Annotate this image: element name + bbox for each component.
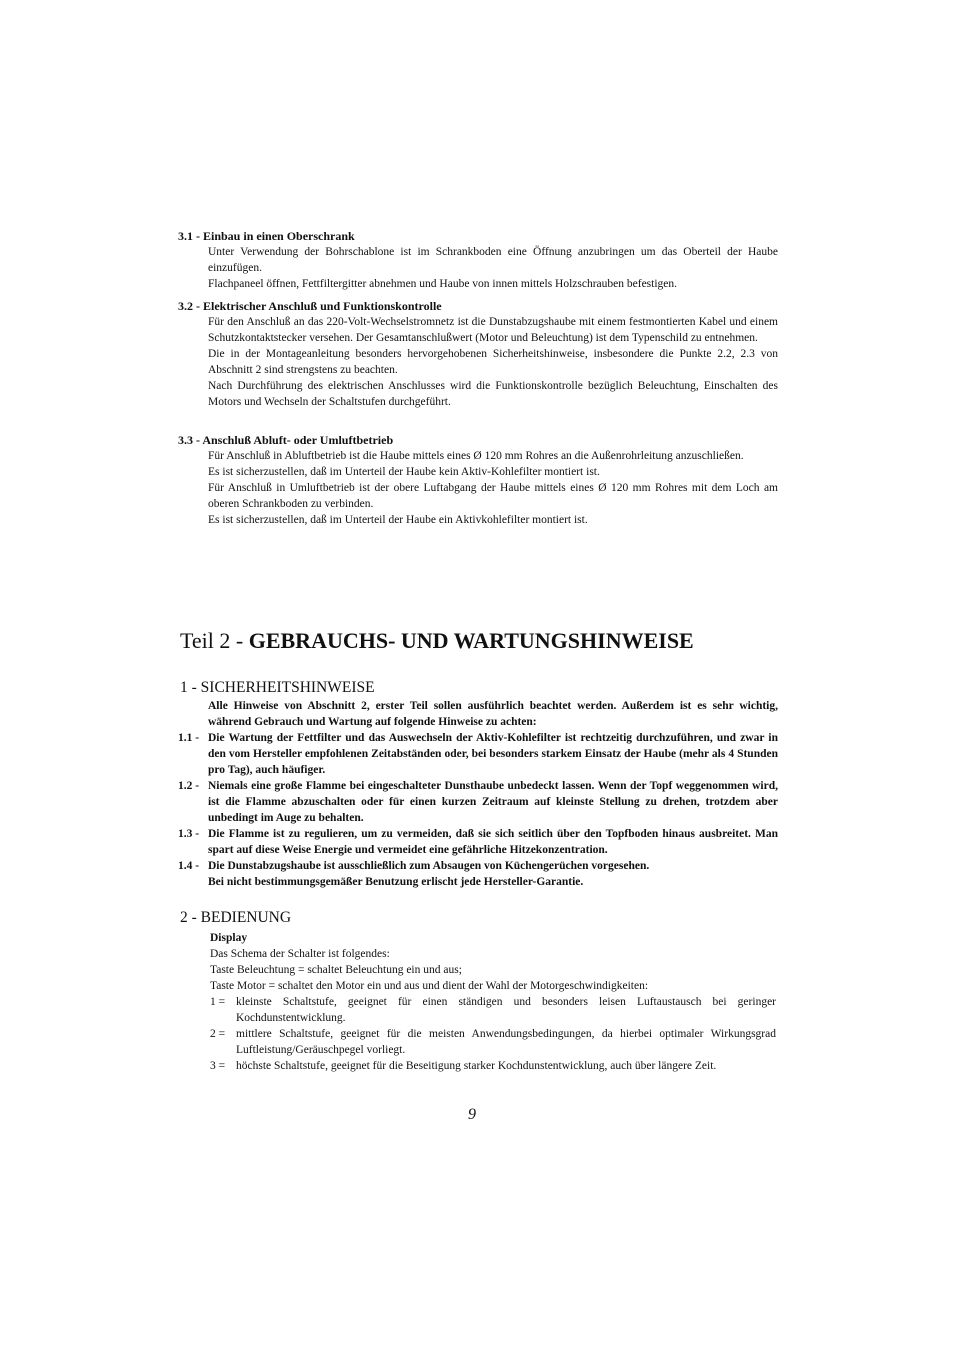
page-number: 9 — [468, 1106, 476, 1123]
section-3-2-body — [178, 314, 778, 410]
safety-item-number: 1.2 - — [178, 780, 200, 792]
paragraph: Es ist sicherzustellen, daß im Unterteil der Haube ein Aktivkohlefilter montiert ist. — [208, 514, 588, 526]
paragraph: Unter Verwendung der Bohrschablone ist im Schrankboden eine Öffnung anzubringen um das Oberteil der Haube einzufügen. — [208, 246, 778, 274]
safety-item — [178, 826, 778, 858]
speed-description: höchste Schaltstufe, geeignet für die Beseitigung starker Kochdunstentwicklung, auch über längere Zeit. — [236, 1060, 717, 1072]
speed-description: kleinste Schaltstufe, geeignet für einen ständigen und besonders leisen Luftaustausch bei geringer Kochdunstentwicklung. — [236, 996, 776, 1024]
operation-body — [180, 930, 776, 1074]
section-3-2 — [178, 298, 778, 410]
section-3-3 — [178, 432, 778, 528]
safety-item-number: 1.3 - — [178, 828, 200, 840]
display-subheading: Display — [210, 932, 248, 944]
safety-item-number: 1.4 - — [178, 860, 200, 872]
paragraph: Taste Motor = schaltet den Motor ein und aus und dient der Wahl der Motorgeschwindigkeiten: — [210, 980, 649, 992]
safety-intro: Alle Hinweise von Abschnitt 2, erster Teil sollen ausführlich beachtet werden. Außerdem ist es sehr wichtig, während Gebrauch und Wartung auf folgende Hinweise zu achten: — [208, 700, 778, 728]
paragraph: Flachpaneel öffnen, Fettfiltergitter abnehmen und Haube von innen mittels Holzschrauben befestigen. — [208, 278, 678, 290]
section-3-3-heading: 3.3 - Anschluß Abluft- oder Umluftbetrieb — [178, 433, 394, 447]
part-title-main: GEBRAUCHS- UND WARTUNGSHINWEISE — [248, 628, 694, 653]
speed-key: 2 = — [210, 1028, 226, 1040]
section-3-1-heading: 3.1 - Einbau in einen Oberschrank — [178, 229, 355, 243]
speed-description: mittlere Schaltstufe, geeignet für die meisten Anwendungsbedingungen, da hierbei optimaler Wirkungsgrad Luftleistung/Geräuschpegel vorliegt. — [236, 1028, 776, 1056]
part-title-prefix: Teil 2 - — [180, 628, 249, 653]
safety-item — [178, 730, 778, 778]
speed-item — [180, 994, 776, 1026]
section-3-1 — [178, 228, 778, 292]
safety-item-text: Niemals eine große Flamme bei eingeschalteter Dunsthaube unbedeckt lassen. Wenn der Topf weggenommen wird, ist die Flamme abzuschalten oder für einen kurzen Zeitraum auf kleinste Stellung zu drehen, trotzdem aber unbedingt im Auge zu behalten. — [208, 780, 778, 824]
speed-item — [180, 1058, 776, 1074]
section-3-2-heading: 3.2 - Elektrischer Anschluß und Funktionskontrolle — [178, 299, 442, 313]
paragraph: Taste Beleuchtung = schaltet Beleuchtung ein und aus; — [210, 964, 462, 976]
paragraph: Das Schema der Schalter ist folgendes: — [210, 948, 390, 960]
section-3-3-body — [178, 448, 778, 528]
speed-key: 3 = — [210, 1060, 226, 1072]
safety-item — [178, 778, 778, 826]
paragraph: Für Anschluß in Abluftbetrieb ist die Haube mittels eines Ø 120 mm Rohres an die Außenrohrleitung anzuschließen. — [208, 450, 744, 462]
operation-heading: 2 - BEDIENUNG — [180, 909, 292, 926]
speed-item — [180, 1026, 776, 1058]
safety-item — [178, 858, 778, 874]
part-title — [180, 626, 694, 656]
safety-heading: 1 - SICHERHEITSHINWEISE — [180, 679, 375, 696]
safety-item-number: 1.1 - — [178, 732, 200, 744]
paragraph: Es ist sicherzustellen, daß im Unterteil der Haube kein Aktiv-Kohlefilter montiert ist. — [208, 466, 600, 478]
safety-item-text: Die Dunstabzugshaube ist ausschließlich zum Absaugen von Küchengerüchen vorgesehen. — [208, 860, 650, 872]
section-3-1-body — [178, 244, 778, 292]
safety-item-text: Die Wartung der Fettfilter und das Auswechseln der Aktiv-Kohlefilter ist rechtzeitig durchzuführen, und zwar in den vom Hersteller empfohlenen Zeitabständen oder, bei besonders starkem Einsatz der Haube (mehr als 4 Stunden pro Tag), auch häufiger. — [208, 732, 778, 776]
paragraph: Für Anschluß in Umluftbetrieb ist der obere Luftabgang der Haube mittels eines Ø 120 mm Rohres mit dem Loch am oberen Schrankboden zu verbinden. — [208, 482, 778, 510]
safety-item-text: Die Flamme ist zu regulieren, um zu vermeiden, daß sie sich seitlich über den Topfboden hinaus ausbreitet. Man spart auf diese Weise Energie und vermeidet eine gefährliche Hitzekonzentration. — [208, 828, 778, 856]
paragraph: Nach Durchführung des elektrischen Anschlusses wird die Funktionskontrolle bezüglich Beleuchtung, Einschalten des Motors und Wechseln der Schaltstufen durchgeführt. — [208, 380, 778, 408]
warranty-note: Bei nicht bestimmungsgemäßer Benutzung erlischt jede Hersteller-Garantie. — [208, 876, 584, 888]
paragraph: Für den Anschluß an das 220-Volt-Wechselstromnetz ist die Dunstabzugshaube mit einem festmontierten Kabel und einem Schutzkontaktstecker versehen. Der Gesamtanschlußwert (Motor und Beleuchtung) ist dem Typenschild zu entnehmen. — [208, 316, 778, 344]
speed-key: 1 = — [210, 996, 226, 1008]
safety-notes — [178, 698, 778, 890]
paragraph: Die in der Montageanleitung besonders hervorgehobenen Sicherheitshinweise, insbesondere die Punkte 2.2, 2.3 von Abschnitt 2 sind strengstens zu beachten. — [208, 348, 778, 376]
